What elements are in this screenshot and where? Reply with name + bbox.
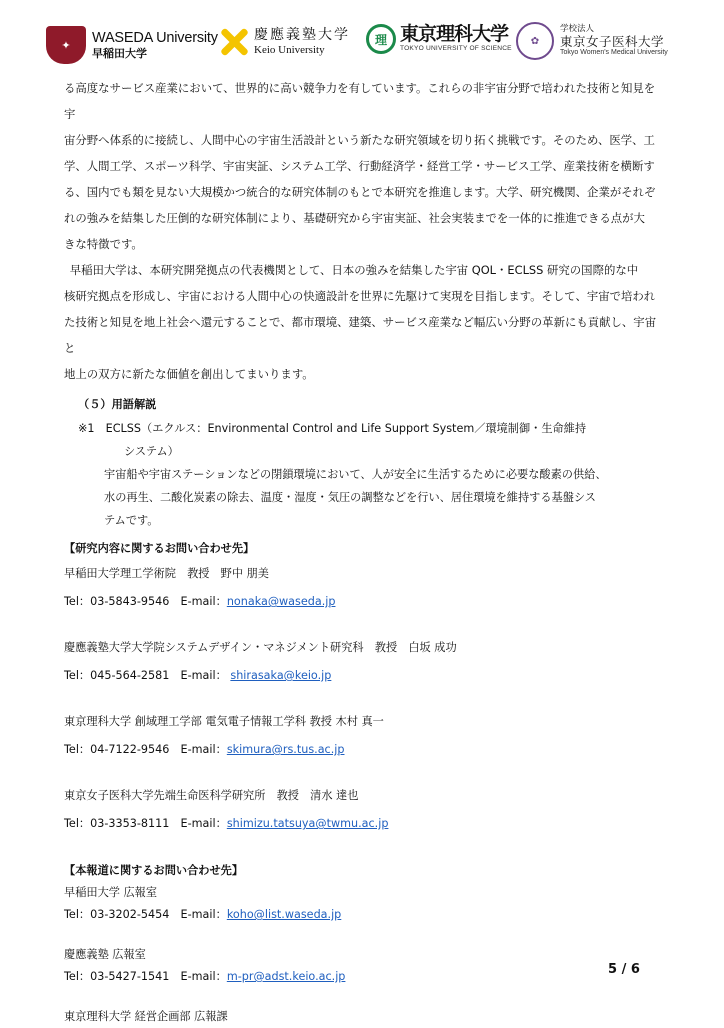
contact-tel-line [64,810,664,838]
paragraph-line: れの強みを結集した圧倒的な研究体制により、基礎研究から宇宙実証、社会実装までを一体的に推進できる点が大 [64,211,645,225]
glossary-note [78,417,664,532]
tus-name-ja: 東京理科大学 [400,23,509,46]
paragraph-line: る、国内でも類を見ない大規模かつ統合的な研究体制のもとで本研究を推進します。大学、研究機関、企業がそれぞ [64,185,656,199]
research-contact-heading: 【研究内容に関するお問い合わせ先】 [64,542,255,555]
twmu-logo [516,22,668,60]
glossary-desc-line: 水の再生、二酸化炭素の除去、温度・湿度・気圧の調整などを行い、居住環境を維持する基盤シス [104,491,596,504]
email-link[interactable]: koho@list.waseda.jp [226,908,342,921]
contact-tel: Tel：04-7122-9546 E-mail： [64,743,227,756]
contact-tel: Tel：03-3353-8111 E-mail： [64,817,227,830]
waseda-name-en: WASEDA University [92,29,218,46]
twmu-name-en: Tokyo Women's Medical University [560,49,668,57]
glossary-heading: （５）用語解説 [78,398,157,411]
contact-tel-line [64,662,664,690]
waseda-crest-icon: ✦ [46,26,86,64]
email-link[interactable]: skimura@rs.tus.ac.jp [226,743,345,756]
page-number: 5 / 6 [608,962,640,977]
paragraph-line: 学、人間工学、スポーツ科学、宇宙実証、システム工学、行動経済学・経営工学・サービス工学、産業技術を横断す [64,159,655,173]
paragraph-line: 早稲田大学は、本研究開発拠点の代表機関として、日本の強みを結集した宇宙 QOL・ECLSS 研究の国際的な中 [69,263,639,277]
tus-name-en: TOKYO UNIVERSITY OF SCIENCE [400,45,512,53]
research-contact-section [64,538,664,838]
contact-tel-line [64,966,664,988]
waseda-logo [46,26,218,64]
paragraph-line: きな特徴です。 [64,237,143,251]
contact-name: 慶應義塾大学大学院システムデザイン・マネジメント研究科 教授 白坂 成功 [64,641,457,654]
twmu-name-ja: 東京女子医科大学 [560,33,665,49]
paragraph-line: 核研究拠点を形成し、宇宙における人間中心の快適設計を世界に先駆けて実現を目指します。そして、宇宙で培われ [64,289,656,303]
paragraph-line: 宙分野へ体系的に接続し、人間中心の宇宙生活設計という新たな研究領域を切り拓く挑戦です。そのため、医学、工 [64,133,655,147]
paragraph-line: 地上の双方に新たな価値を創出してまいります。 [64,367,314,381]
keio-pen-icon [220,28,248,56]
paragraph-line: る高度なサービス産業において、世界的に高い競争力を有しています。これらの非宇宙分野で培われた技術と知見を宇 [64,81,656,121]
email-link[interactable]: shirasaka@keio.jp [230,669,332,682]
keio-name-en: Keio University [254,43,325,56]
paragraph-line: た技術と知見を地上社会へ還元することで、都市環境、建築、サービス産業など幅広い分野の革新にも貢献し、宇宙と [64,315,657,355]
contact-name: 東京理科大学 経営企画部 広報課 [64,1010,228,1023]
contact-tel-line [64,588,664,616]
keio-name-ja: 慶應義塾大学 [254,27,350,44]
contact-tel-line [64,904,664,926]
paragraph-2 [64,257,664,387]
keio-logo [220,28,350,56]
contact-tel: Tel：03-5427-1541 E-mail： [64,970,227,983]
email-link[interactable]: m-pr@adst.keio.ac.jp [226,970,346,983]
twmu-corp-label: 学校法人 [560,23,595,34]
press-contact-section [64,860,664,1028]
contact-name: 東京女子医科大学先端生命医科学研究所 教授 清水 達也 [64,789,359,802]
tus-emblem-icon: 理 [366,24,396,54]
email-link[interactable]: nonaka@waseda.jp [226,595,336,608]
twmu-emblem-icon: ✿ [516,22,554,60]
contact-name: 慶應義塾 広報室 [64,948,146,961]
glossary-term-cont: システム） [124,445,179,458]
press-contact-heading: 【本報道に関するお問い合わせ先】 [64,864,244,877]
document-body [64,75,664,1028]
contact-tel: Tel：045-564-2581 E-mail： [64,669,231,682]
paragraph-1 [64,75,664,257]
contact-name: 東京理科大学 創域理工学部 電気電子情報工学科 教授 木村 真一 [64,715,384,728]
tus-logo [366,24,512,54]
glossary-desc-line: テムです。 [104,514,159,527]
email-link[interactable]: shimizu.tatsuya@twmu.ac.jp [226,817,389,830]
contact-tel: Tel：03-3202-5454 E-mail： [64,908,227,921]
contact-tel-line [64,736,664,764]
logo-header [0,0,724,72]
glossary-term: ※1 ECLSS（エクルス：Environmental Control and Life Support System／環境制御・生命維持 [78,422,587,435]
contact-name: 早稲田大学 広報室 [64,886,158,899]
glossary-desc-line: 宇宙船や宇宙ステーションなどの閉鎖環境において、人が安全に生活するために必要な酸素の供給、 [104,468,607,481]
waseda-name-ja: 早稲田大学 [92,46,147,60]
contact-tel: Tel：03-5843-9546 E-mail： [64,595,227,608]
contact-name: 早稲田大学理工学術院 教授 野中 朋美 [64,567,269,580]
